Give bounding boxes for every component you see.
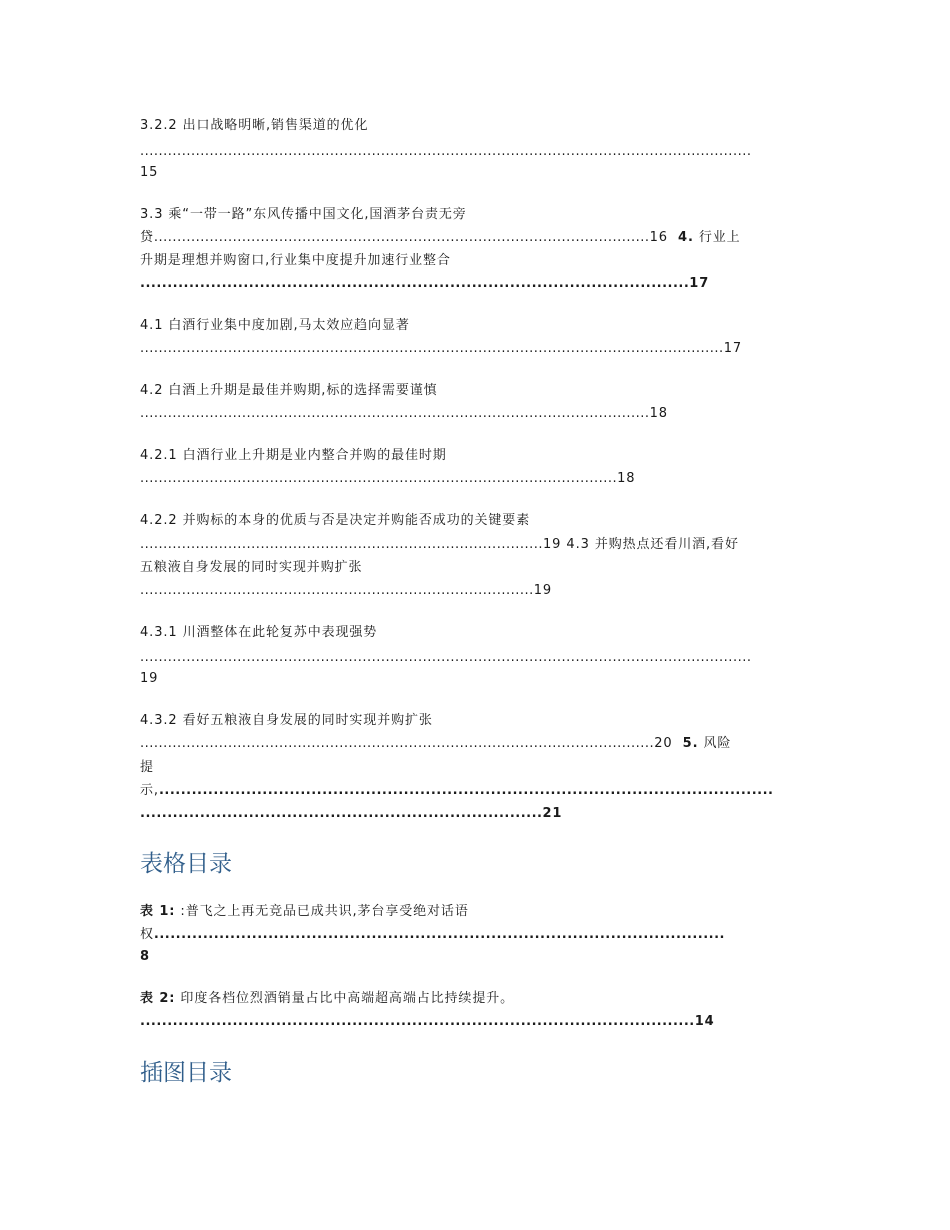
toc-entry-text: 4.2 白酒上升期是最佳并购期,标的选择需要谨慎 [140, 383, 438, 398]
leader-dots: ............................................................................................................... [140, 736, 655, 751]
leader-dots: ....................................................................................................... [140, 471, 618, 486]
toc-entry-title [140, 382, 438, 400]
toc-entry-line [140, 805, 562, 823]
leader-dots: .............................................................................................................................. [140, 341, 724, 356]
page-number[interactable]: 8 [140, 949, 150, 964]
page-number[interactable]: 17 [689, 276, 710, 291]
toc-entry-title [140, 712, 433, 730]
table-page-number[interactable] [140, 948, 150, 966]
table-label: 表 1: [140, 904, 176, 919]
toc-entry-text: 3.2.2 出口战略明晰,销售渠道的优化 [140, 118, 369, 133]
toc-entry-title [140, 206, 467, 224]
toc-entry-line [140, 252, 451, 270]
toc-entry-text: 行业上 [698, 230, 741, 245]
leader-dots: .................................................................................................................................... [140, 650, 752, 665]
tables-heading: 表格目录 [140, 851, 232, 877]
toc-entry-line [140, 782, 774, 800]
leader-dots: .................................................................................................................................... [140, 144, 752, 159]
leader-dots: .......................................................................... [140, 806, 543, 821]
section-number: 5. [682, 736, 699, 751]
toc-entry-line [140, 536, 739, 554]
table-entry-text: :普飞之上再无竞品已成共识,茅台享受绝对话语 [180, 904, 469, 919]
toc-entry-text: 提 [140, 760, 154, 775]
toc-entry-text: 升期是理想并购窗口,行业集中度提升加速行业整合 [140, 253, 451, 268]
toc-entry-text: 4.3 并购热点还看川酒,看好 [566, 537, 739, 552]
leader-dots: .............................................................................................................. [140, 406, 650, 421]
page-number[interactable]: 18 [617, 471, 636, 486]
toc-entry-line [140, 582, 552, 600]
toc-entry-text: 4.2.1 白酒行业上升期是业内整合并购的最佳时期 [140, 448, 447, 463]
toc-leader-dots [140, 649, 751, 667]
leader-dots: ..................................................................................................... [140, 276, 690, 291]
toc-page-number[interactable] [140, 164, 158, 182]
table-entry-title [140, 990, 514, 1008]
page-number[interactable]: 18 [649, 406, 668, 421]
page-number[interactable]: 19 [140, 671, 159, 686]
toc-entry-line [140, 340, 742, 358]
toc-entry-line [140, 405, 668, 423]
toc-entry-line [140, 275, 709, 293]
page-number[interactable]: 15 [140, 165, 159, 180]
section-number: 4. [678, 230, 694, 245]
toc-page-number[interactable] [140, 670, 158, 688]
toc-entry-text: 3.3 乘“一带一路”东风传播中国文化,国酒茅台责无旁 [140, 207, 467, 222]
page-number[interactable]: 19 [543, 537, 562, 552]
leader-dots: ....................................................................................... [140, 537, 544, 552]
toc-entry-line [140, 559, 362, 577]
table-label: 表 2: [140, 991, 176, 1006]
toc-entry-title [140, 512, 530, 530]
page-number[interactable]: 19 [533, 583, 553, 598]
page-number[interactable]: 17 [723, 341, 743, 356]
toc-entry-text: 风险 [703, 736, 732, 751]
page-number[interactable]: 14 [694, 1014, 715, 1029]
table-entry-line [140, 926, 725, 944]
toc-entry-line [140, 759, 154, 777]
leader-dots: ...................................................................................................... [140, 1014, 695, 1029]
leader-dots: ................................................................................................................. [158, 783, 774, 798]
toc-entry-line [140, 470, 635, 488]
toc-entry-text: 贷 [140, 230, 154, 245]
toc-entry-line [140, 229, 741, 247]
page-number[interactable]: 21 [542, 806, 563, 821]
leader-dots: ........................................................................................................... [153, 230, 650, 245]
table-entry-line [140, 1013, 715, 1031]
toc-entry-title [140, 624, 377, 642]
toc-entry-text: 五粮液自身发展的同时实现并购扩张 [140, 560, 363, 575]
leader-dots: ..................................................................................... [140, 583, 534, 598]
page-number[interactable]: 16 [649, 230, 668, 245]
toc-entry-text: 示, [140, 783, 159, 798]
leader-dots: ......................................................................................................... [153, 927, 725, 942]
figures-heading: 插图目录 [140, 1060, 232, 1086]
toc-entry-line [140, 735, 731, 753]
table-entry-text: 印度各档位烈酒销量占比中高端超高端占比持续提升。 [180, 991, 515, 1006]
table-entry-text: 权 [140, 927, 154, 942]
toc-entry-text: 4.3.2 看好五粮液自身发展的同时实现并购扩张 [140, 713, 433, 728]
toc-entry-text: 4.2.2 并购标的本身的优质与否是决定并购能否成功的关键要素 [140, 513, 531, 528]
toc-leader-dots [140, 143, 751, 161]
toc-entry-title [140, 117, 368, 135]
toc-entry-text: 4.1 白酒行业集中度加剧,马太效应趋向显著 [140, 318, 410, 333]
toc-entry-title [140, 447, 447, 465]
toc-entry-title [140, 317, 410, 335]
table-entry-title [140, 903, 469, 921]
toc-entry-text: 4.3.1 川酒整体在此轮复苏中表现强势 [140, 625, 378, 640]
page-number[interactable]: 20 [654, 736, 673, 751]
